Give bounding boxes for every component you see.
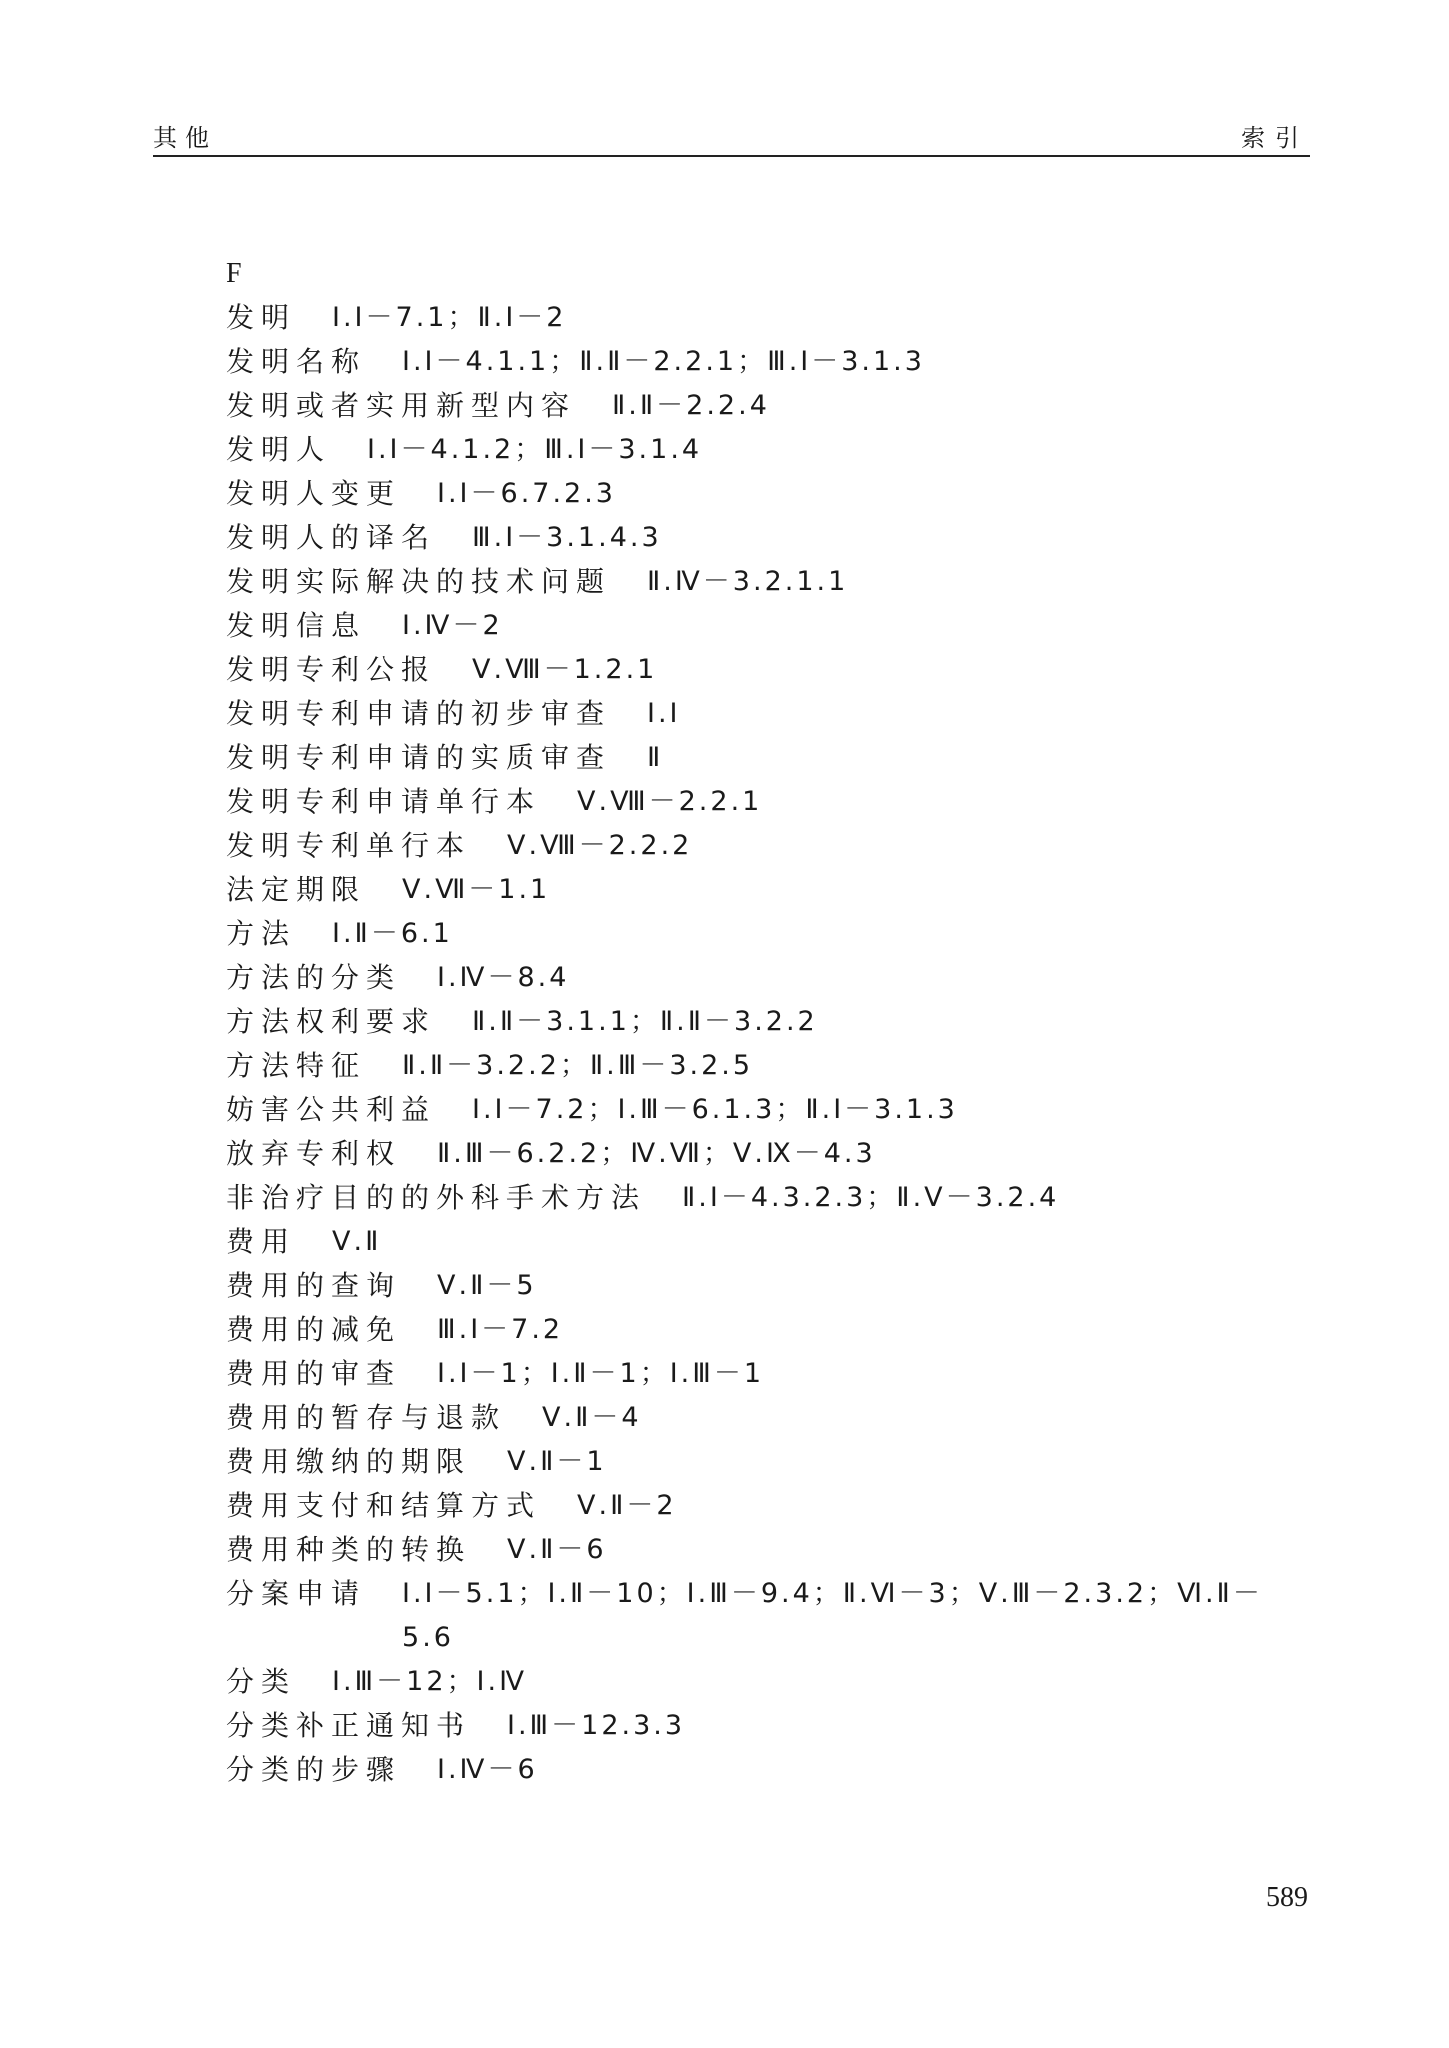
index-entry	[226, 912, 1306, 956]
index-term: 发明人	[226, 433, 332, 466]
index-references: Ⅴ.Ⅷ－1.2.1	[472, 654, 658, 685]
index-entry	[226, 824, 1306, 868]
index-references: Ⅱ.Ⅰ－4.3.2.3；Ⅱ.Ⅴ－3.2.4	[682, 1182, 1060, 1213]
running-header-section: 其他	[153, 124, 217, 152]
running-header-title: 索引	[1241, 124, 1309, 152]
index-term: 费用	[226, 1225, 297, 1258]
index-term: 发明人的译名	[226, 521, 437, 554]
index-references: Ⅴ.Ⅱ－6	[507, 1534, 607, 1565]
index-entry	[226, 1572, 1306, 1660]
index-entry	[226, 516, 1306, 560]
index-term: 分类	[226, 1665, 297, 1698]
index-term: 费用的审查	[226, 1357, 402, 1390]
index-entry	[226, 1000, 1306, 1044]
index-references: Ⅰ.Ⅰ－6.7.2.3	[437, 478, 616, 509]
index-entry	[226, 472, 1306, 516]
index-term: 方法	[226, 917, 297, 950]
index-letter-heading: F	[226, 258, 242, 289]
index-entry	[226, 1748, 1306, 1792]
index-references: Ⅴ.Ⅱ－1	[507, 1446, 607, 1477]
index-references: Ⅰ.Ⅰ－4.1.1；Ⅱ.Ⅱ－2.2.1；Ⅲ.Ⅰ－3.1.3	[402, 346, 925, 377]
index-entry	[226, 296, 1306, 340]
index-references: Ⅴ.Ⅱ－2	[577, 1490, 677, 1521]
index-term: 法定期限	[226, 873, 367, 906]
index-entry	[226, 736, 1306, 780]
index-term: 发明专利申请单行本	[226, 785, 542, 818]
index-references: Ⅰ.Ⅰ－1；Ⅰ.Ⅱ－1；Ⅰ.Ⅲ－1	[437, 1358, 765, 1389]
index-term: 方法权利要求	[226, 1005, 437, 1038]
index-entry	[226, 1220, 1306, 1264]
index-references: Ⅴ.Ⅱ－4	[542, 1402, 642, 1433]
index-term: 方法特征	[226, 1049, 367, 1082]
index-term: 放弃专利权	[226, 1137, 402, 1170]
index-term: 费用的减免	[226, 1313, 402, 1346]
index-term: 分类的步骤	[226, 1753, 402, 1786]
index-entry	[226, 956, 1306, 1000]
index-references: Ⅱ.Ⅱ－2.2.4	[612, 390, 770, 421]
index-term: 发明专利单行本	[226, 829, 472, 862]
index-references: Ⅲ.Ⅰ－7.2	[437, 1314, 564, 1345]
index-references: Ⅰ.Ⅲ－12.3.3	[507, 1710, 686, 1741]
index-term: 发明专利申请的实质审查	[226, 741, 612, 774]
index-entry	[226, 428, 1306, 472]
index-references: Ⅰ.Ⅰ	[647, 698, 681, 729]
page-number: 589	[1266, 1882, 1308, 1913]
index-references: Ⅱ.Ⅲ－6.2.2；Ⅳ.Ⅶ；Ⅴ.Ⅸ－4.3	[437, 1138, 876, 1169]
index-entry	[226, 1660, 1306, 1704]
index-references: Ⅰ.Ⅱ－6.1	[332, 918, 453, 949]
index-entry	[226, 1088, 1306, 1132]
index-entry	[226, 692, 1306, 736]
index-term: 非治疗目的的外科手术方法	[226, 1181, 647, 1214]
index-entry	[226, 604, 1306, 648]
index-entry	[226, 1396, 1306, 1440]
index-entry	[226, 1352, 1306, 1396]
index-references: Ⅴ.Ⅱ	[332, 1226, 382, 1257]
index-references: Ⅰ.Ⅲ－12；Ⅰ.Ⅳ	[332, 1666, 527, 1697]
index-references: Ⅰ.Ⅰ－5.1；Ⅰ.Ⅱ－10；Ⅰ.Ⅲ－9.4；Ⅱ.Ⅵ－3；Ⅴ.Ⅲ－2.3.2；Ⅵ.Ⅱ－5.6	[402, 1578, 1263, 1653]
index-references: Ⅰ.Ⅰ－4.1.2；Ⅲ.Ⅰ－3.1.4	[367, 434, 703, 465]
index-entry	[226, 560, 1306, 604]
index-references: Ⅰ.Ⅳ－8.4	[437, 962, 570, 993]
index-entry	[226, 780, 1306, 824]
index-references: Ⅴ.Ⅷ－2.2.2	[507, 830, 693, 861]
index-list	[226, 252, 1306, 1792]
index-entry	[226, 1176, 1306, 1220]
index-term: 费用的查询	[226, 1269, 402, 1302]
index-entry	[226, 1044, 1306, 1088]
index-entry	[226, 1132, 1306, 1176]
index-term: 发明专利申请的初步审查	[226, 697, 612, 730]
index-references: Ⅱ.Ⅱ－3.2.2；Ⅱ.Ⅲ－3.2.5	[402, 1050, 754, 1081]
index-term: 方法的分类	[226, 961, 402, 994]
index-references: Ⅴ.Ⅶ－1.1	[402, 874, 551, 905]
index-references: Ⅱ.Ⅱ－3.1.1；Ⅱ.Ⅱ－3.2.2	[472, 1006, 818, 1037]
index-references: Ⅴ.Ⅷ－2.2.1	[577, 786, 763, 817]
index-term: 发明或者实用新型内容	[226, 389, 577, 422]
index-entry	[226, 868, 1306, 912]
index-term: 发明人变更	[226, 477, 402, 510]
index-entry	[226, 1484, 1306, 1528]
index-references: Ⅱ.Ⅳ－3.2.1.1	[647, 566, 849, 597]
index-term: 发明	[226, 301, 297, 334]
index-entry	[226, 340, 1306, 384]
index-references: Ⅱ	[647, 742, 664, 773]
index-term: 费用支付和结算方式	[226, 1489, 542, 1522]
index-entry	[226, 648, 1306, 692]
index-references: Ⅰ.Ⅳ－2	[402, 610, 503, 641]
index-entry	[226, 1704, 1306, 1748]
index-term: 发明名称	[226, 345, 367, 378]
index-term: 发明实际解决的技术问题	[226, 565, 612, 598]
index-references: Ⅰ.Ⅰ－7.2；Ⅰ.Ⅲ－6.1.3；Ⅱ.Ⅰ－3.1.3	[472, 1094, 958, 1125]
index-entry	[226, 1308, 1306, 1352]
index-references: Ⅰ.Ⅳ－6	[437, 1754, 538, 1785]
header-rule	[153, 155, 1310, 157]
index-references: Ⅰ.Ⅰ－7.1；Ⅱ.Ⅰ－2	[332, 302, 567, 333]
index-term: 妨害公共利益	[226, 1093, 437, 1126]
index-term: 发明信息	[226, 609, 367, 642]
index-entry	[226, 1528, 1306, 1572]
index-references: Ⅲ.Ⅰ－3.1.4.3	[472, 522, 662, 553]
index-term: 分案申请	[226, 1577, 367, 1610]
index-entry	[226, 1264, 1306, 1308]
index-term: 费用的暂存与退款	[226, 1401, 507, 1434]
index-term: 分类补正通知书	[226, 1709, 472, 1742]
index-entry	[226, 384, 1306, 428]
index-term: 费用缴纳的期限	[226, 1445, 472, 1478]
index-entries	[226, 296, 1306, 1792]
index-term: 费用种类的转换	[226, 1533, 472, 1566]
index-entry	[226, 1440, 1306, 1484]
index-references: Ⅴ.Ⅱ－5	[437, 1270, 537, 1301]
index-term: 发明专利公报	[226, 653, 437, 686]
